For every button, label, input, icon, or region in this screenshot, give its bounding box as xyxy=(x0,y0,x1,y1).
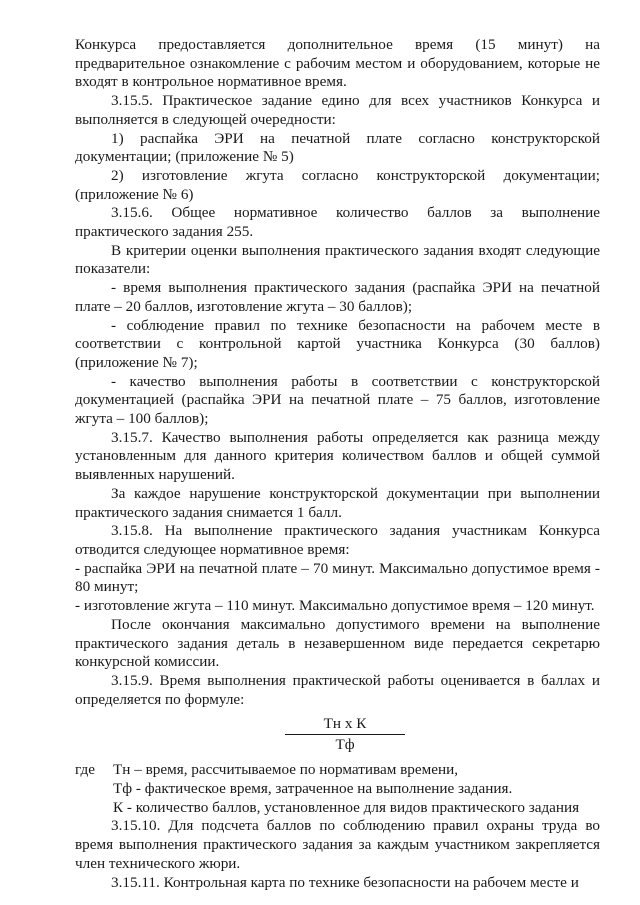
paragraph-3-15-8: 3.15.8. На выполнение практического задания участникам Конкурса отводится следующее нормативное время: xyxy=(75,522,600,558)
definition-tn-text: Тн – время, рассчитываемое по нормативам времени, xyxy=(113,761,459,779)
definition-tf: Тф - фактическое время, затраченное на выполнение задания. xyxy=(113,780,513,798)
criteria-safety: - соблюдение правил по технике безопасности на рабочем месте в соответствии с контрольной картой участника Конкурса (30 баллов) (приложение № 7); xyxy=(75,316,600,371)
formula-denominator: Тф xyxy=(335,736,355,754)
paragraph-intro: Конкурса предоставляется дополнительное время (15 минут) на предварительное ознакомление с рабочим местом и оборудованием, которые не входят в контрольное нормативное время. xyxy=(75,36,600,91)
formula xyxy=(75,715,600,759)
criteria-quality: - качество выполнения работы в соответствии с конструкторской документацией (распайка ЭРИ на печатной плате – 75 баллов, изготовление жгута – 100 баллов); xyxy=(75,372,600,428)
list-item-harness: 2) изготовление жгута согласно конструкторской документации; (приложение № 6) xyxy=(75,166,600,203)
paragraph-3-15-10: 3.15.10. Для подсчета баллов по соблюдению правил охраны труда во время выполнения практического задания за каждым участником закрепляется член технического жюри. xyxy=(75,817,600,872)
paragraph-3-15-7: 3.15.7. Качество выполнения работы определяется как разница между установленным для данного критерия количеством баллов и общей суммой выявленных нарушений. xyxy=(75,428,600,484)
where-word: где xyxy=(75,761,95,779)
definition-tn xyxy=(75,761,600,780)
definition-k: К - количество баллов, установленное для видов практического задания xyxy=(113,798,580,816)
paragraph-3-15-11: 3.15.11. Контрольная карта по технике безопасности на рабочем месте и xyxy=(111,873,579,891)
paragraph-violation: За каждое нарушение конструкторской документации при выполнении практического задания снимается 1 балл. xyxy=(75,484,600,521)
time-harness: - изготовление жгута – 110 минут. Максимально допустимое время – 120 минут. xyxy=(75,597,595,615)
paragraph-3-15-9: 3.15.9. Время выполнения практической работы оценивается в баллах и определяется по формуле: xyxy=(75,671,600,708)
fraction-line xyxy=(285,734,405,735)
paragraph-criteria: В критерии оценки выполнения практического задания входят следующие показатели: xyxy=(75,241,600,278)
paragraph-3-15-5: 3.15.5. Практическое задание едино для всех участников Конкурса и выполняется в следующей очередности: xyxy=(75,92,600,128)
paragraph-after-time: После окончания максимально допустимого времени на выполнение практического задания деталь в незавершенном виде передается секретарю конкурсной комиссии. xyxy=(75,615,600,671)
time-soldering: - распайка ЭРИ на печатной плате – 70 минут. Максимально допустимое время - 80 минут; xyxy=(75,559,600,596)
list-item-soldering: 1) распайка ЭРИ на печатной плате согласно конструкторской документации; (приложение № 5) xyxy=(75,129,600,166)
criteria-time: - время выполнения практического задания (распайка ЭРИ на печатной плате – 20 баллов, изготовление жгута – 30 баллов); xyxy=(75,279,600,315)
formula-numerator: Тн x К xyxy=(323,715,367,733)
paragraph-3-15-6: 3.15.6. Общее нормативное количество баллов за выполнение практического задания 255. xyxy=(75,204,600,241)
